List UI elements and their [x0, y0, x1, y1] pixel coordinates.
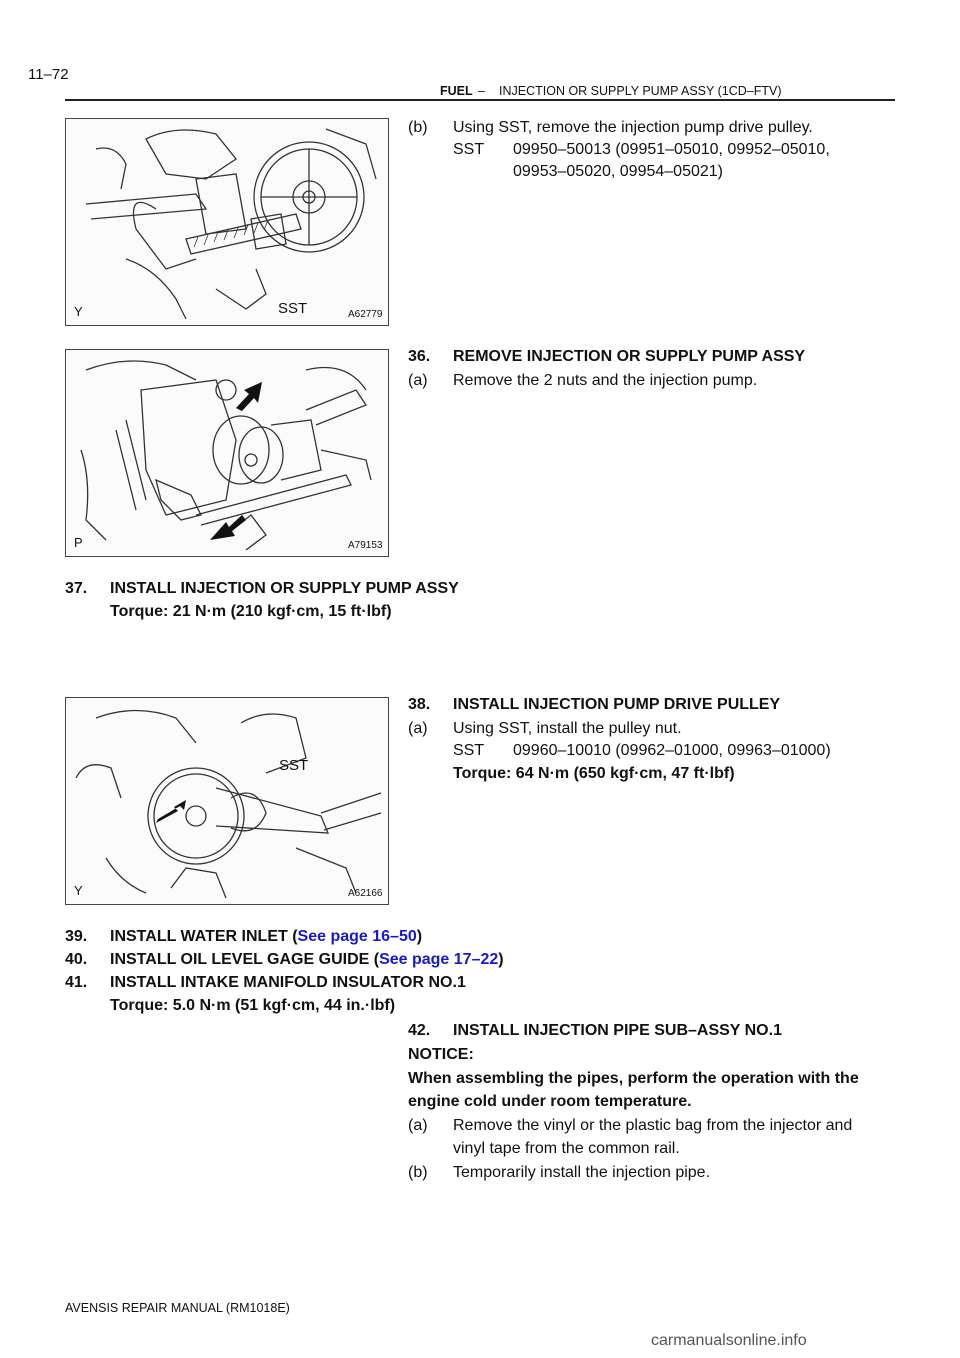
figure-code: A62779: [348, 309, 383, 320]
step-title: INSTALL WATER INLET (See page 16–50): [110, 928, 423, 945]
step-text-cont: vinyl tape from the common rail.: [453, 1140, 680, 1157]
step-text: Remove the vinyl or the plastic bag from the injector and: [453, 1117, 853, 1134]
header-separator: –: [478, 84, 485, 98]
step-title: INSTALL INJECTION PIPE SUB–ASSY NO.1: [453, 1022, 782, 1039]
section-title: FUEL: [440, 84, 473, 98]
figure-corner-mark: P: [74, 535, 83, 550]
sst-label: SST: [453, 141, 485, 158]
torque-spec: Torque: 5.0 N·m (51 kgf·cm, 44 in.·lbf): [110, 997, 396, 1014]
pump-removal-illustration: [66, 350, 388, 556]
sst-label: SST: [453, 742, 485, 759]
step-marker: (a): [408, 720, 428, 737]
step-text: Remove the 2 nuts and the injection pump.: [453, 372, 758, 389]
watermark: carmanualsonline.info: [651, 1332, 807, 1349]
step-marker: (b): [408, 1164, 428, 1181]
step-number: 40.: [65, 951, 88, 968]
step-number: 41.: [65, 974, 88, 991]
sst-callout: SST: [279, 757, 309, 774]
pulley-install-illustration: [66, 698, 388, 904]
notice-label: NOTICE:: [408, 1046, 474, 1063]
sst-numbers: 09960–10010 (09962–01000, 09963–01000): [513, 742, 831, 759]
step-number: 37.: [65, 580, 88, 597]
step-text: Using SST, install the pulley nut.: [453, 720, 682, 737]
step-number: 42.: [408, 1022, 431, 1039]
figure-pulley-install: [65, 697, 389, 905]
figure-pump-removal: [65, 349, 389, 557]
page-link-17-22[interactable]: See page 17–22: [379, 951, 499, 968]
step-title: INSTALL OIL LEVEL GAGE GUIDE (See page 17–22): [110, 951, 504, 968]
step-marker: (b): [408, 119, 428, 136]
page-link-16-50[interactable]: See page 16–50: [297, 928, 417, 945]
figure-corner-mark: Y: [74, 304, 83, 319]
step-marker: (a): [408, 372, 428, 389]
manual-footer: AVENSIS REPAIR MANUAL (RM1018E): [65, 1301, 290, 1315]
step-marker: (a): [408, 1117, 428, 1134]
step-title: INSTALL INTAKE MANIFOLD INSULATOR NO.1: [110, 974, 466, 991]
step-number: 38.: [408, 696, 431, 713]
torque-spec: Torque: 21 N·m (210 kgf·cm, 15 ft·lbf): [110, 603, 392, 620]
figure-code: A62166: [348, 888, 383, 899]
sst-numbers: 09950–50013 (09951–05010, 09952–05010,: [513, 141, 830, 158]
sst-numbers-cont: 09953–05020, 09954–05021): [513, 163, 723, 180]
header-rule: [65, 99, 895, 101]
figure-code: A79153: [348, 540, 383, 551]
step-text: Temporarily install the injection pipe.: [453, 1164, 711, 1181]
pulley-removal-illustration: [66, 119, 388, 325]
figure-corner-mark: Y: [74, 883, 83, 898]
torque-spec: Torque: 64 N·m (650 kgf·cm, 47 ft·lbf): [453, 765, 735, 782]
step-title: INSTALL INJECTION PUMP DRIVE PULLEY: [453, 696, 781, 713]
step-number: 39.: [65, 928, 88, 945]
section-subtitle: INJECTION OR SUPPLY PUMP ASSY (1CD–FTV): [499, 84, 782, 98]
step-text: Using SST, remove the injection pump drive pulley.: [453, 119, 813, 136]
step-title: INSTALL INJECTION OR SUPPLY PUMP ASSY: [110, 580, 459, 597]
page-number: 11–72: [28, 66, 69, 83]
sst-callout: SST: [278, 300, 308, 317]
notice-text-cont: engine cold under room temperature.: [408, 1093, 692, 1110]
step-number: 36.: [408, 348, 431, 365]
step-title: REMOVE INJECTION OR SUPPLY PUMP ASSY: [453, 348, 806, 365]
figure-pulley-removal: [65, 118, 389, 326]
notice-text: When assembling the pipes, perform the operation with the: [408, 1070, 859, 1087]
